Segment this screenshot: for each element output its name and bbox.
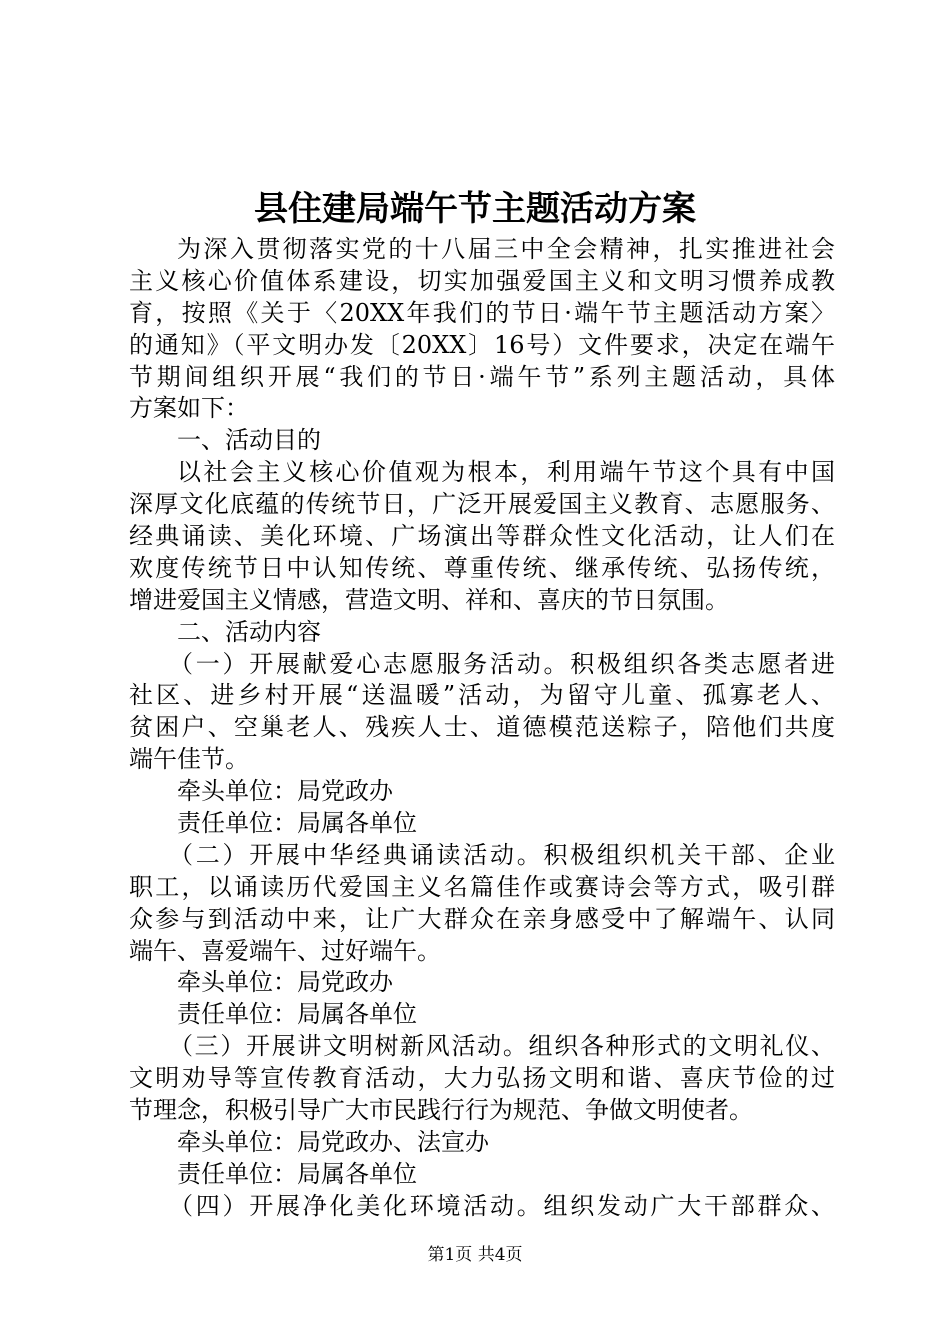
document-title: 县住建局端午节主题活动方案 bbox=[254, 189, 696, 229]
paragraph-line: 育，按照《关于〈20XX年我们的节日·端午节主题活动方案〉 bbox=[129, 298, 835, 327]
paragraph-line: 文明劝导等宣传教育活动，大力弘扬文明和谐、喜庆节俭的过 bbox=[129, 1064, 835, 1093]
paragraph-line: 主义核心价值体系建设，切实加强爱国主义和文明习惯养成教 bbox=[129, 266, 835, 295]
responsible-unit-line: 责任单位：局属各单位 bbox=[177, 1000, 417, 1029]
paragraph-line: （四）开展净化美化环境活动。组织发动广大干部群众、 bbox=[169, 1191, 835, 1220]
paragraph-line: 社区、进乡村开展“送温暖”活动，为留守儿童、孤寡老人、 bbox=[129, 681, 835, 710]
paragraph-line: 增进爱国主义情感，营造文明、祥和、喜庆的节日氛围。 bbox=[129, 585, 729, 614]
paragraph-line: 的通知》（平文明办发〔20XX〕16号）文件要求，决定在端午 bbox=[129, 330, 835, 359]
document-body bbox=[129, 234, 835, 1223]
paragraph-line: 节期间组织开展“我们的节日·端午节”系列主题活动，具体 bbox=[129, 362, 835, 391]
lead-unit-line: 牵头单位：局党政办 bbox=[177, 777, 393, 806]
responsible-unit-line: 责任单位：局属各单位 bbox=[177, 1159, 417, 1188]
responsible-unit-line: 责任单位：局属各单位 bbox=[177, 809, 417, 838]
paragraph-line: 深厚文化底蕴的传统节日，广泛开展爱国主义教育、志愿服务、 bbox=[129, 490, 835, 519]
section-heading: 二、活动内容 bbox=[177, 617, 321, 646]
page-footer: 第1页 共4页 bbox=[427, 1245, 523, 1265]
lead-unit-line: 牵头单位：局党政办、法宣办 bbox=[177, 1127, 489, 1156]
paragraph-line: （三）开展讲文明树新风活动。组织各种形式的文明礼仪、 bbox=[169, 1032, 835, 1061]
paragraph-line: 端午、喜爱端午、过好端午。 bbox=[129, 936, 441, 965]
paragraph-line: 众参与到活动中来，让广大群众在亲身感受中了解端午、认同 bbox=[129, 904, 835, 933]
paragraph-line: （二）开展中华经典诵读活动。积极组织机关干部、企业 bbox=[169, 840, 835, 869]
lead-unit-line: 牵头单位：局党政办 bbox=[177, 968, 393, 997]
paragraph-line: 职工，以诵读历代爱国主义名篇佳作或赛诗会等方式，吸引群 bbox=[129, 872, 835, 901]
section-heading: 一、活动目的 bbox=[177, 426, 321, 455]
paragraph-line: （一）开展献爱心志愿服务活动。积极组织各类志愿者进 bbox=[169, 649, 835, 678]
paragraph-line: 为深入贯彻落实党的十八届三中全会精神，扎实推进社会 bbox=[177, 235, 835, 263]
paragraph-line: 端午佳节。 bbox=[129, 745, 249, 774]
paragraph-line: 欢度传统节日中认知传统、尊重传统、继承传统、弘扬传统， bbox=[129, 553, 835, 582]
paragraph-line: 以社会主义核心价值观为根本，利用端午节这个具有中国 bbox=[177, 458, 835, 487]
paragraph-line: 节理念，积极引导广大市民践行行为规范、争做文明使者。 bbox=[129, 1096, 753, 1125]
paragraph-line: 经典诵读、美化环境、广场演出等群众性文化活动，让人们在 bbox=[129, 522, 835, 551]
paragraph-line: 方案如下： bbox=[129, 394, 249, 423]
paragraph-line: 贫困户、空巢老人、残疾人士、道德模范送粽子，陪他们共度 bbox=[129, 713, 835, 742]
